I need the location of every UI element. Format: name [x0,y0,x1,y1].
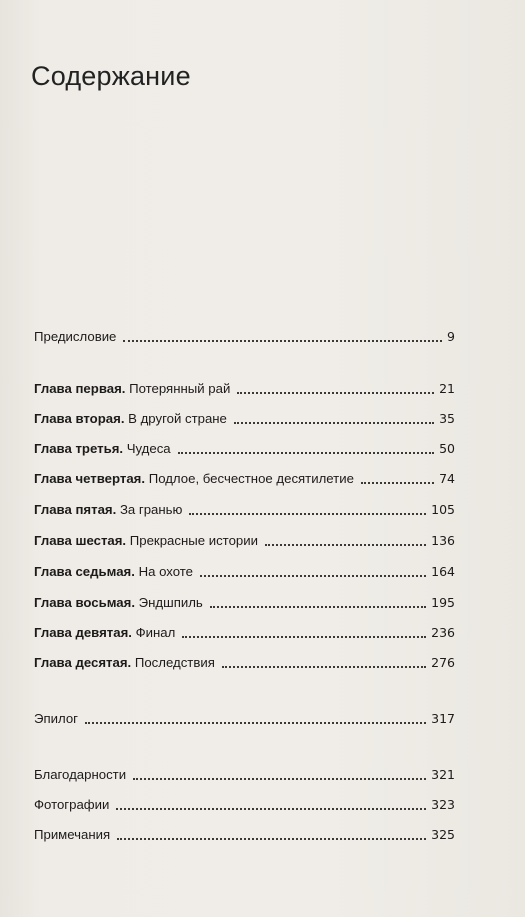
toc-entry-title: В другой стране [128,411,227,426]
page-title: Содержание [31,61,191,92]
toc-entry-chapter-8 [34,592,455,612]
toc-entry-chapter-2 [34,408,455,428]
toc-entry-page: 236 [431,625,455,640]
toc-entry-page: 323 [431,797,455,812]
toc-entry-label [34,501,182,519]
toc-entry-label [34,710,78,728]
toc-entry-label [34,594,203,612]
toc-entry-lead: Глава десятая. [34,655,132,670]
toc-entry-lead: Глава четвертая. [34,471,146,486]
toc-entry-label [34,440,171,458]
dot-leader [133,778,426,780]
toc-entry-title: Примечания [34,827,111,842]
dot-leader [116,808,426,810]
toc-entry-label [34,766,126,784]
toc-entry-chapter-6 [34,530,455,550]
toc-entry-page: 50 [439,441,455,456]
toc-entry-lead: Глава восьмая. [34,595,135,610]
toc-entry-title: Потерянный рай [129,381,231,396]
toc-entry-title: Финал [135,625,176,640]
toc-entry-lead: Глава вторая. [34,411,125,426]
toc-entry-title: Подлое, бесчестное десятилетие [148,471,354,486]
toc-entry-label [34,563,193,581]
dot-leader [265,544,426,546]
toc-entry-lead: Глава шестая. [34,533,127,548]
dot-leader [222,666,426,668]
toc-entry-epilogue [34,708,455,728]
toc-entry-chapter-3 [34,438,455,458]
toc-entry-page: 9 [447,329,455,344]
dot-leader [182,636,426,638]
toc-entry-chapter-9 [34,622,455,642]
dot-leader [117,838,426,840]
toc-entry-lead: Глава седьмая. [34,564,135,579]
toc-entry-title: На охоте [138,564,193,579]
toc-entry-preface [34,326,455,346]
toc-entry-label [34,410,227,428]
toc-entry-chapter-1 [34,378,455,398]
toc-entry-title: Прекрасные истории [129,533,258,548]
toc-entry-label [34,470,354,488]
toc-entry-page: 74 [439,471,455,486]
dot-leader [123,340,442,342]
toc-entry-photographs [34,794,455,814]
dot-leader [210,606,426,608]
dot-leader [361,482,434,484]
toc-entry-page: 325 [431,827,455,842]
dot-leader [85,722,426,724]
toc-entry-page: 321 [431,767,455,782]
toc-entry-page: 21 [439,381,455,396]
toc-entry-title: Фотографии [34,797,110,812]
toc-entry-label [34,380,230,398]
dot-leader [234,422,434,424]
toc-entry-page: 276 [431,655,455,670]
toc-entry-lead: Глава первая. [34,381,126,396]
toc-entry-title: Эндшпиль [138,595,203,610]
toc-entry-page: 317 [431,711,455,726]
toc-entry-notes [34,824,455,844]
dot-leader [189,513,426,515]
toc-entry-label [34,826,110,844]
toc-entry-chapter-5 [34,499,455,519]
toc-entry-page: 35 [439,411,455,426]
toc-entry-label [34,654,215,672]
dot-leader [237,392,434,394]
dot-leader [178,452,434,454]
toc-entry-label [34,796,109,814]
toc-entry-title: Чудеса [126,441,171,456]
toc-entry-title: Благодарности [34,767,127,782]
toc-entry-acknowledgments [34,764,455,784]
toc-entry-chapter-4 [34,468,455,488]
toc-entry-page: 195 [431,595,455,610]
toc-entry-page: 105 [431,502,455,517]
toc-entry-title: Эпилог [34,711,78,726]
toc-entry-chapter-10 [34,652,455,672]
toc-entry-label [34,328,116,346]
dot-leader [200,575,426,577]
toc-entry-title: За гранью [119,502,183,517]
toc-entry-label [34,624,175,642]
toc-entry-chapter-7 [34,561,455,581]
toc-entry-label [34,532,258,550]
toc-entry-page: 136 [431,533,455,548]
toc-entry-page: 164 [431,564,455,579]
toc-entry-title: Предисловие [34,329,117,344]
toc-entry-lead: Глава пятая. [34,502,117,517]
toc-entry-title: Последствия [134,655,215,670]
toc-entry-lead: Глава третья. [34,441,124,456]
toc-entry-lead: Глава девятая. [34,625,132,640]
